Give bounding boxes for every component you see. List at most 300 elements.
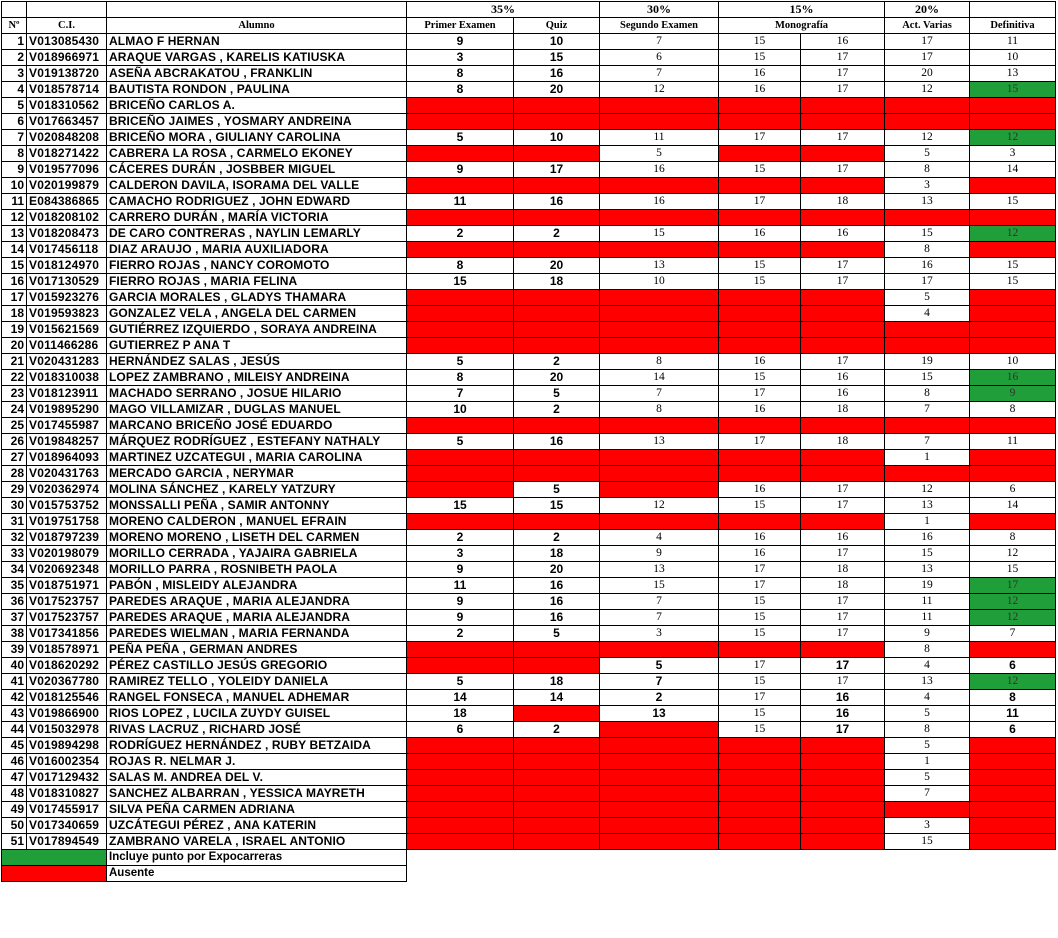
grade-def: 15 xyxy=(970,562,1056,578)
grade-e1 xyxy=(407,450,514,466)
grade-q xyxy=(514,98,600,114)
grade-def xyxy=(970,466,1056,482)
grade-m1: 16 xyxy=(719,226,801,242)
grade-q: 16 xyxy=(514,578,600,594)
grade-q: 16 xyxy=(514,194,600,210)
student-name: CAMACHO RODRIGUEZ , JOHN EDWARD xyxy=(107,194,407,210)
grade-av: 8 xyxy=(885,162,970,178)
grade-q xyxy=(514,114,600,130)
grade-def xyxy=(970,242,1056,258)
student-ci: V018310827 xyxy=(27,786,107,802)
grade-def: 9 xyxy=(970,386,1056,402)
student-name: BRICEÑO MORA , GIULIANY CAROLINA xyxy=(107,130,407,146)
grade-q xyxy=(514,178,600,194)
grade-q xyxy=(514,514,600,530)
grade-e2: 13 xyxy=(600,706,719,722)
grade-av: 13 xyxy=(885,194,970,210)
grade-m2: 17 xyxy=(801,82,885,98)
grade-q xyxy=(514,754,600,770)
student-name: RIVAS LACRUZ , RICHARD JOSÉ xyxy=(107,722,407,738)
student-name: PAREDES WIELMAN , MARIA FERNANDA xyxy=(107,626,407,642)
grade-av: 16 xyxy=(885,530,970,546)
table-row xyxy=(2,386,1056,402)
student-ci: V019866900 xyxy=(27,706,107,722)
grade-q: 16 xyxy=(514,594,600,610)
grade-e1 xyxy=(407,466,514,482)
row-number: 16 xyxy=(2,274,27,290)
student-ci: V015621569 xyxy=(27,322,107,338)
row-number: 39 xyxy=(2,642,27,658)
grade-e2 xyxy=(600,242,719,258)
grade-av: 12 xyxy=(885,82,970,98)
table-row xyxy=(2,546,1056,562)
grade-q xyxy=(514,306,600,322)
grade-def: 12 xyxy=(970,610,1056,626)
grade-e2 xyxy=(600,210,719,226)
grade-av: 15 xyxy=(885,370,970,386)
student-ci: V020431763 xyxy=(27,466,107,482)
grade-m1 xyxy=(719,754,801,770)
grade-q xyxy=(514,770,600,786)
table-row xyxy=(2,466,1056,482)
grade-m1 xyxy=(719,450,801,466)
grade-m2: 17 xyxy=(801,546,885,562)
grade-m1: 16 xyxy=(719,82,801,98)
row-number: 15 xyxy=(2,258,27,274)
grade-e1: 5 xyxy=(407,434,514,450)
grade-e2: 7 xyxy=(600,386,719,402)
grade-m2: 18 xyxy=(801,562,885,578)
row-number: 13 xyxy=(2,226,27,242)
row-number: 49 xyxy=(2,802,27,818)
grade-def: 14 xyxy=(970,498,1056,514)
grade-e1 xyxy=(407,658,514,674)
grade-e2: 8 xyxy=(600,402,719,418)
grade-e1: 5 xyxy=(407,674,514,690)
grade-av: 13 xyxy=(885,674,970,690)
grade-q xyxy=(514,738,600,754)
grade-def: 11 xyxy=(970,34,1056,50)
grade-m1 xyxy=(719,818,801,834)
table-row xyxy=(2,562,1056,578)
student-name: LOPEZ ZAMBRANO , MILEISY ANDREINA xyxy=(107,370,407,386)
student-ci: V019848257 xyxy=(27,434,107,450)
grade-q xyxy=(514,242,600,258)
grade-def xyxy=(970,754,1056,770)
grade-av: 17 xyxy=(885,50,970,66)
grade-def: 17 xyxy=(970,578,1056,594)
grade-m2: 17 xyxy=(801,722,885,738)
grade-e1: 2 xyxy=(407,626,514,642)
grade-av: 1 xyxy=(885,450,970,466)
grade-def: 14 xyxy=(970,162,1056,178)
student-name: PÉREZ CASTILLO JESÚS GREGORIO xyxy=(107,658,407,674)
table-row xyxy=(2,738,1056,754)
grade-e1: 9 xyxy=(407,162,514,178)
grade-q: 16 xyxy=(514,610,600,626)
grade-m1: 17 xyxy=(719,434,801,450)
grade-e2: 7 xyxy=(600,66,719,82)
table-row xyxy=(2,594,1056,610)
table-row xyxy=(2,706,1056,722)
grade-def: 7 xyxy=(970,626,1056,642)
grade-m1: 15 xyxy=(719,706,801,722)
table-row xyxy=(2,530,1056,546)
grade-av: 8 xyxy=(885,722,970,738)
grade-av: 19 xyxy=(885,578,970,594)
student-name: MERCADO GARCIA , NERYMAR xyxy=(107,466,407,482)
grade-def xyxy=(970,98,1056,114)
grade-m1: 17 xyxy=(719,386,801,402)
grade-m2 xyxy=(801,98,885,114)
grade-e1 xyxy=(407,322,514,338)
row-number: 29 xyxy=(2,482,27,498)
row-number: 28 xyxy=(2,466,27,482)
row-number: 4 xyxy=(2,82,27,98)
col-header-ci: C.I. xyxy=(27,18,107,34)
grade-e2: 5 xyxy=(600,146,719,162)
grade-av: 12 xyxy=(885,130,970,146)
grades-table xyxy=(1,1,1056,882)
col-header-num: Nº xyxy=(2,18,27,34)
grade-m1: 16 xyxy=(719,354,801,370)
table-row xyxy=(2,498,1056,514)
grade-av: 5 xyxy=(885,770,970,786)
row-number: 11 xyxy=(2,194,27,210)
table-row xyxy=(2,210,1056,226)
grade-m1: 15 xyxy=(719,34,801,50)
grade-m1: 15 xyxy=(719,50,801,66)
student-ci: V020692348 xyxy=(27,562,107,578)
legend-label-ausente: Ausente xyxy=(107,866,407,882)
grade-m2 xyxy=(801,178,885,194)
row-number: 42 xyxy=(2,690,27,706)
student-name: ALMAO F HERNAN xyxy=(107,34,407,50)
grade-av: 17 xyxy=(885,274,970,290)
grade-q xyxy=(514,706,600,722)
grade-m2: 18 xyxy=(801,402,885,418)
grade-e2 xyxy=(600,322,719,338)
grade-av: 4 xyxy=(885,658,970,674)
student-name: GARCIA MORALES , GLADYS THAMARA xyxy=(107,290,407,306)
student-ci: V018208102 xyxy=(27,210,107,226)
grade-m2 xyxy=(801,322,885,338)
grade-q: 20 xyxy=(514,562,600,578)
grade-q: 16 xyxy=(514,434,600,450)
student-ci: V020367780 xyxy=(27,674,107,690)
table-row xyxy=(2,242,1056,258)
student-ci: V017523757 xyxy=(27,594,107,610)
table-row xyxy=(2,834,1056,850)
grade-m2: 17 xyxy=(801,66,885,82)
table-row xyxy=(2,146,1056,162)
grade-e1 xyxy=(407,146,514,162)
grade-av: 5 xyxy=(885,738,970,754)
table-row xyxy=(2,290,1056,306)
student-ci: V018124970 xyxy=(27,258,107,274)
grade-av: 17 xyxy=(885,34,970,50)
grade-m1 xyxy=(719,242,801,258)
grade-m1 xyxy=(719,114,801,130)
grade-e2 xyxy=(600,418,719,434)
student-name: MARTINEZ UZCATEGUI , MARIA CAROLINA xyxy=(107,450,407,466)
grade-e2: 2 xyxy=(600,690,719,706)
row-number: 2 xyxy=(2,50,27,66)
student-ci: V020362974 xyxy=(27,482,107,498)
grade-def: 8 xyxy=(970,690,1056,706)
student-ci: V018578714 xyxy=(27,82,107,98)
student-rows xyxy=(2,34,1056,850)
table-row xyxy=(2,338,1056,354)
grade-e2: 7 xyxy=(600,674,719,690)
student-name: HERNÁNDEZ SALAS , JESÚS xyxy=(107,354,407,370)
grade-e1: 9 xyxy=(407,594,514,610)
grade-av: 3 xyxy=(885,818,970,834)
grade-m1: 17 xyxy=(719,130,801,146)
grade-m2: 17 xyxy=(801,50,885,66)
grade-e1 xyxy=(407,338,514,354)
student-ci: V013085430 xyxy=(27,34,107,50)
grade-e2: 11 xyxy=(600,130,719,146)
grade-q: 20 xyxy=(514,82,600,98)
grade-e2: 7 xyxy=(600,34,719,50)
student-name: GONZALEZ VELA , ANGELA DEL CARMEN xyxy=(107,306,407,322)
student-ci: V017341856 xyxy=(27,626,107,642)
grade-m2 xyxy=(801,738,885,754)
grade-m1: 15 xyxy=(719,674,801,690)
grade-q: 10 xyxy=(514,130,600,146)
grade-def: 15 xyxy=(970,258,1056,274)
table-row xyxy=(2,642,1056,658)
grade-def: 8 xyxy=(970,402,1056,418)
grade-e2: 7 xyxy=(600,610,719,626)
row-number: 12 xyxy=(2,210,27,226)
grade-m2: 17 xyxy=(801,258,885,274)
grade-av: 7 xyxy=(885,434,970,450)
grade-m1 xyxy=(719,738,801,754)
table-row xyxy=(2,258,1056,274)
grade-e1: 15 xyxy=(407,274,514,290)
grade-e1: 3 xyxy=(407,50,514,66)
grade-def: 3 xyxy=(970,146,1056,162)
grade-e2: 15 xyxy=(600,226,719,242)
grade-e2: 13 xyxy=(600,258,719,274)
grade-m1: 16 xyxy=(719,482,801,498)
table-row xyxy=(2,82,1056,98)
grade-def: 12 xyxy=(970,130,1056,146)
table-row xyxy=(2,610,1056,626)
grade-av: 7 xyxy=(885,786,970,802)
grade-def xyxy=(970,738,1056,754)
grade-av: 13 xyxy=(885,498,970,514)
grade-q xyxy=(514,802,600,818)
grade-q xyxy=(514,146,600,162)
grade-e2: 15 xyxy=(600,578,719,594)
grade-m1 xyxy=(719,290,801,306)
grade-e1: 5 xyxy=(407,354,514,370)
grade-def: 12 xyxy=(970,546,1056,562)
student-name: DE CARO CONTRERAS , NAYLIN LEMARLY xyxy=(107,226,407,242)
student-ci: V019895290 xyxy=(27,402,107,418)
grade-av: 4 xyxy=(885,306,970,322)
grade-m2: 17 xyxy=(801,594,885,610)
grade-m2 xyxy=(801,466,885,482)
grade-def: 12 xyxy=(970,674,1056,690)
grade-m2: 16 xyxy=(801,530,885,546)
table-row xyxy=(2,354,1056,370)
grade-m1 xyxy=(719,322,801,338)
grade-q: 15 xyxy=(514,498,600,514)
table-row xyxy=(2,786,1056,802)
grade-m2: 16 xyxy=(801,226,885,242)
table-row xyxy=(2,178,1056,194)
col-header-monografia: Monografía xyxy=(719,18,885,34)
grade-m2: 16 xyxy=(801,34,885,50)
student-ci: V017523757 xyxy=(27,610,107,626)
grade-m1: 15 xyxy=(719,274,801,290)
legend-swatch-red xyxy=(2,866,107,882)
grade-m1: 15 xyxy=(719,610,801,626)
student-name: PABÓN , MISLEIDY ALEJANDRA xyxy=(107,578,407,594)
grade-q xyxy=(514,450,600,466)
student-name: ARAQUE VARGAS , KARELIS KATIUSKA xyxy=(107,50,407,66)
grade-m2: 17 xyxy=(801,626,885,642)
grade-q: 2 xyxy=(514,226,600,242)
grade-m1 xyxy=(719,514,801,530)
grade-e1: 5 xyxy=(407,130,514,146)
weight-segundo-examen: 30% xyxy=(600,2,719,18)
grade-m2: 17 xyxy=(801,130,885,146)
grade-m2 xyxy=(801,146,885,162)
grade-def xyxy=(970,818,1056,834)
student-name: FIERRO ROJAS , MARIA FELINA xyxy=(107,274,407,290)
grade-e2 xyxy=(600,786,719,802)
student-ci: V015032978 xyxy=(27,722,107,738)
legend-swatch-green xyxy=(2,850,107,866)
student-ci: V018620292 xyxy=(27,658,107,674)
grade-m2 xyxy=(801,114,885,130)
grade-av: 8 xyxy=(885,386,970,402)
legend-row-ausente xyxy=(2,866,1056,882)
grade-e2 xyxy=(600,482,719,498)
col-header-quiz: Quiz xyxy=(514,18,600,34)
student-ci: V018208473 xyxy=(27,226,107,242)
grade-m2 xyxy=(801,290,885,306)
grade-e1 xyxy=(407,642,514,658)
student-ci: V019894298 xyxy=(27,738,107,754)
grade-q: 16 xyxy=(514,66,600,82)
grade-m2 xyxy=(801,786,885,802)
col-header-act-varias: Act. Varias xyxy=(885,18,970,34)
grade-e2: 9 xyxy=(600,546,719,562)
grade-av: 5 xyxy=(885,146,970,162)
grade-m2 xyxy=(801,210,885,226)
student-name: RIOS LOPEZ , LUCILA ZUYDY GUISEL xyxy=(107,706,407,722)
grade-av: 4 xyxy=(885,690,970,706)
table-row xyxy=(2,434,1056,450)
row-number: 33 xyxy=(2,546,27,562)
grade-e1: 2 xyxy=(407,530,514,546)
table-row xyxy=(2,194,1056,210)
grade-q: 2 xyxy=(514,530,600,546)
grade-q xyxy=(514,834,600,850)
table-row xyxy=(2,482,1056,498)
grade-e1 xyxy=(407,514,514,530)
grade-av xyxy=(885,210,970,226)
student-ci: V011466286 xyxy=(27,338,107,354)
student-name: SALAS M. ANDREA DEL V. xyxy=(107,770,407,786)
grade-e1 xyxy=(407,802,514,818)
row-number: 35 xyxy=(2,578,27,594)
student-ci: V018271422 xyxy=(27,146,107,162)
student-ci: V020199879 xyxy=(27,178,107,194)
student-name: MÁRQUEZ RODRÍGUEZ , ESTEFANY NATHALY xyxy=(107,434,407,450)
student-ci: V018797239 xyxy=(27,530,107,546)
grade-av: 8 xyxy=(885,642,970,658)
row-number: 44 xyxy=(2,722,27,738)
student-name: UZCÁTEGUI PÉREZ , ANA KATERIN xyxy=(107,818,407,834)
grade-e1: 18 xyxy=(407,706,514,722)
student-name: GUTIÉRREZ IZQUIERDO , SORAYA ANDREINA xyxy=(107,322,407,338)
col-header-primer-examen: Primer Examen xyxy=(407,18,514,34)
table-row xyxy=(2,626,1056,642)
student-ci: V018964093 xyxy=(27,450,107,466)
grade-av xyxy=(885,322,970,338)
row-number: 37 xyxy=(2,610,27,626)
grade-m2 xyxy=(801,514,885,530)
grade-m2: 17 xyxy=(801,354,885,370)
grade-m1 xyxy=(719,178,801,194)
grade-m1: 15 xyxy=(719,498,801,514)
weight-examen1-quiz: 35% xyxy=(407,2,600,18)
grade-av xyxy=(885,98,970,114)
grade-e2: 16 xyxy=(600,162,719,178)
col-header-definitiva: Definitiva xyxy=(970,18,1056,34)
grade-m2: 17 xyxy=(801,658,885,674)
grade-m2: 16 xyxy=(801,370,885,386)
row-number: 22 xyxy=(2,370,27,386)
student-name: CABRERA LA ROSA , CARMELO EKONEY xyxy=(107,146,407,162)
grade-def: 6 xyxy=(970,482,1056,498)
grade-q: 18 xyxy=(514,274,600,290)
row-number: 25 xyxy=(2,418,27,434)
grade-m1: 15 xyxy=(719,258,801,274)
grade-m2: 17 xyxy=(801,674,885,690)
grade-def: 8 xyxy=(970,530,1056,546)
grade-e2 xyxy=(600,834,719,850)
col-header-segundo-examen: Segundo Examen xyxy=(600,18,719,34)
grade-q: 5 xyxy=(514,386,600,402)
student-name: CALDERON DAVILA, ISORAMA DEL VALLE xyxy=(107,178,407,194)
table-row xyxy=(2,162,1056,178)
table-row xyxy=(2,690,1056,706)
grade-def: 12 xyxy=(970,226,1056,242)
student-name: MAGO VILLAMIZAR , DUGLAS MANUEL xyxy=(107,402,407,418)
table-row xyxy=(2,402,1056,418)
table-row xyxy=(2,450,1056,466)
row-number: 41 xyxy=(2,674,27,690)
grade-q xyxy=(514,786,600,802)
grade-def: 6 xyxy=(970,722,1056,738)
grade-m1 xyxy=(719,98,801,114)
student-name: ROJAS R. NELMAR J. xyxy=(107,754,407,770)
grade-av: 5 xyxy=(885,706,970,722)
row-number: 19 xyxy=(2,322,27,338)
grade-m1: 16 xyxy=(719,66,801,82)
student-name: ZAMBRANO VARELA , ISRAEL ANTONIO xyxy=(107,834,407,850)
grade-q: 2 xyxy=(514,402,600,418)
grade-def xyxy=(970,178,1056,194)
